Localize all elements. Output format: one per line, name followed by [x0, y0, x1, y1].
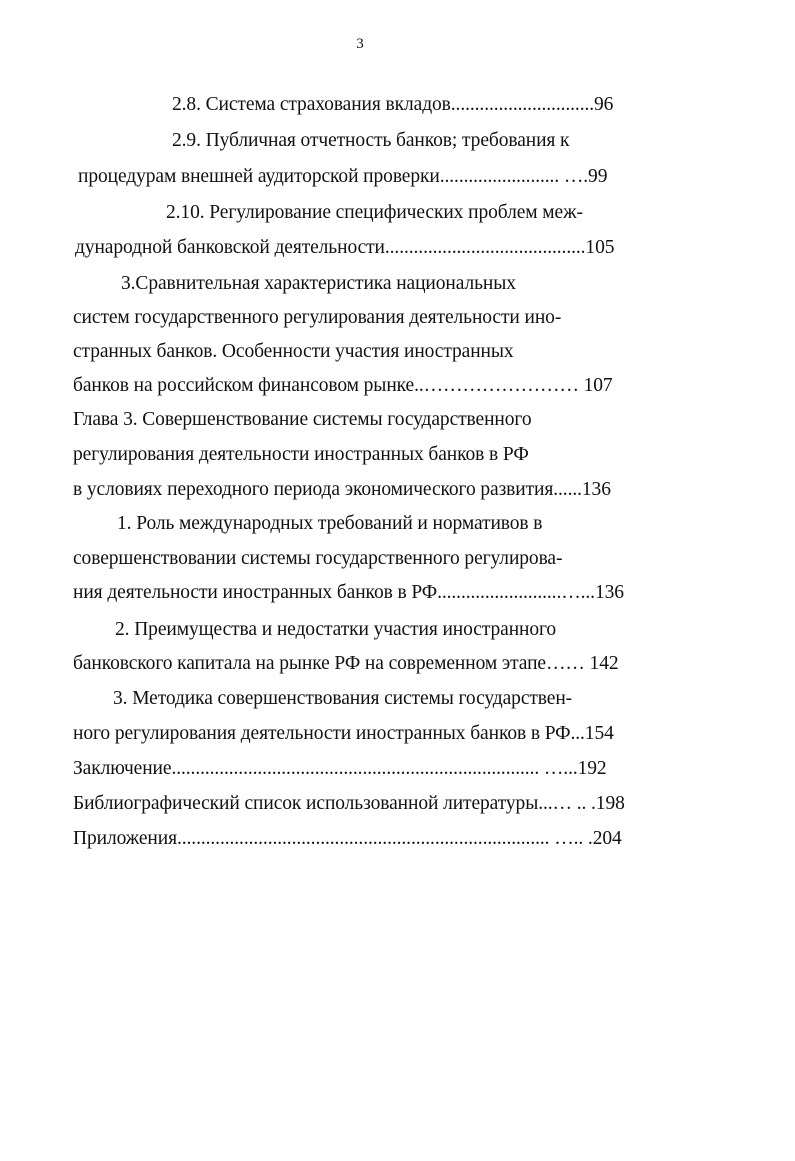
toc-line-3-cont-2: странных банков. Особенности участия иностранных [73, 341, 514, 362]
toc-line-2-8: 2.8. Система страхования вкладов..............................96 [172, 94, 614, 115]
toc-line-3-1-cont-1: совершенствовании системы государственного регулирова- [73, 548, 563, 569]
page-number: 3 [356, 36, 364, 52]
toc-line-3-3-cont: ного регулирования деятельности иностранных банков в РФ...154 [73, 723, 614, 744]
toc-line-3-cont-1: систем государственного регулирования деятельности ино- [73, 307, 562, 328]
toc-line-appendices: Приложения.............................................................................. ….. .204 [73, 828, 622, 849]
toc-line-3: 3.Сравнительная характеристика национальных [121, 273, 516, 294]
toc-line-3-cont-3: банков на российском финансовом рынке..…………………… 107 [73, 375, 613, 396]
toc-line-2-10: 2.10. Регулирование специфических проблем меж- [166, 202, 583, 223]
toc-line-3-2-cont: банковского капитала на рынке РФ на современном этапе…… 142 [73, 653, 619, 674]
toc-line-chapter-3-cont-2: в условиях переходного периода экономического развития......136 [73, 479, 611, 500]
toc-line-3-1: 1. Роль международных требований и нормативов в [117, 513, 543, 534]
toc-line-bibliography: Библиографический список использованной литературы...… .. .198 [73, 793, 625, 814]
toc-line-2-9: 2.9. Публичная отчетность банков; требования к [172, 130, 570, 151]
toc-line-3-3: 3. Методика совершенствования системы государствен- [113, 688, 573, 709]
toc-line-2-10-cont: дународной банковской деятельности..........................................105 [75, 237, 615, 258]
toc-line-chapter-3: Глава 3. Совершенствование системы государственного [73, 409, 532, 430]
toc-line-3-2: 2. Преимущества и недостатки участия иностранного [115, 619, 557, 640]
toc-line-conclusion: Заключение............................................................................. …...192 [73, 758, 607, 779]
toc-line-chapter-3-cont-1: регулирования деятельности иностранных банков в РФ [73, 444, 529, 465]
toc-line-3-1-cont-2: ния деятельности иностранных банков в РФ..........................…...136 [73, 582, 624, 603]
toc-line-2-9-cont: процедурам внешней аудиторской проверки......................... ….99 [78, 166, 608, 187]
